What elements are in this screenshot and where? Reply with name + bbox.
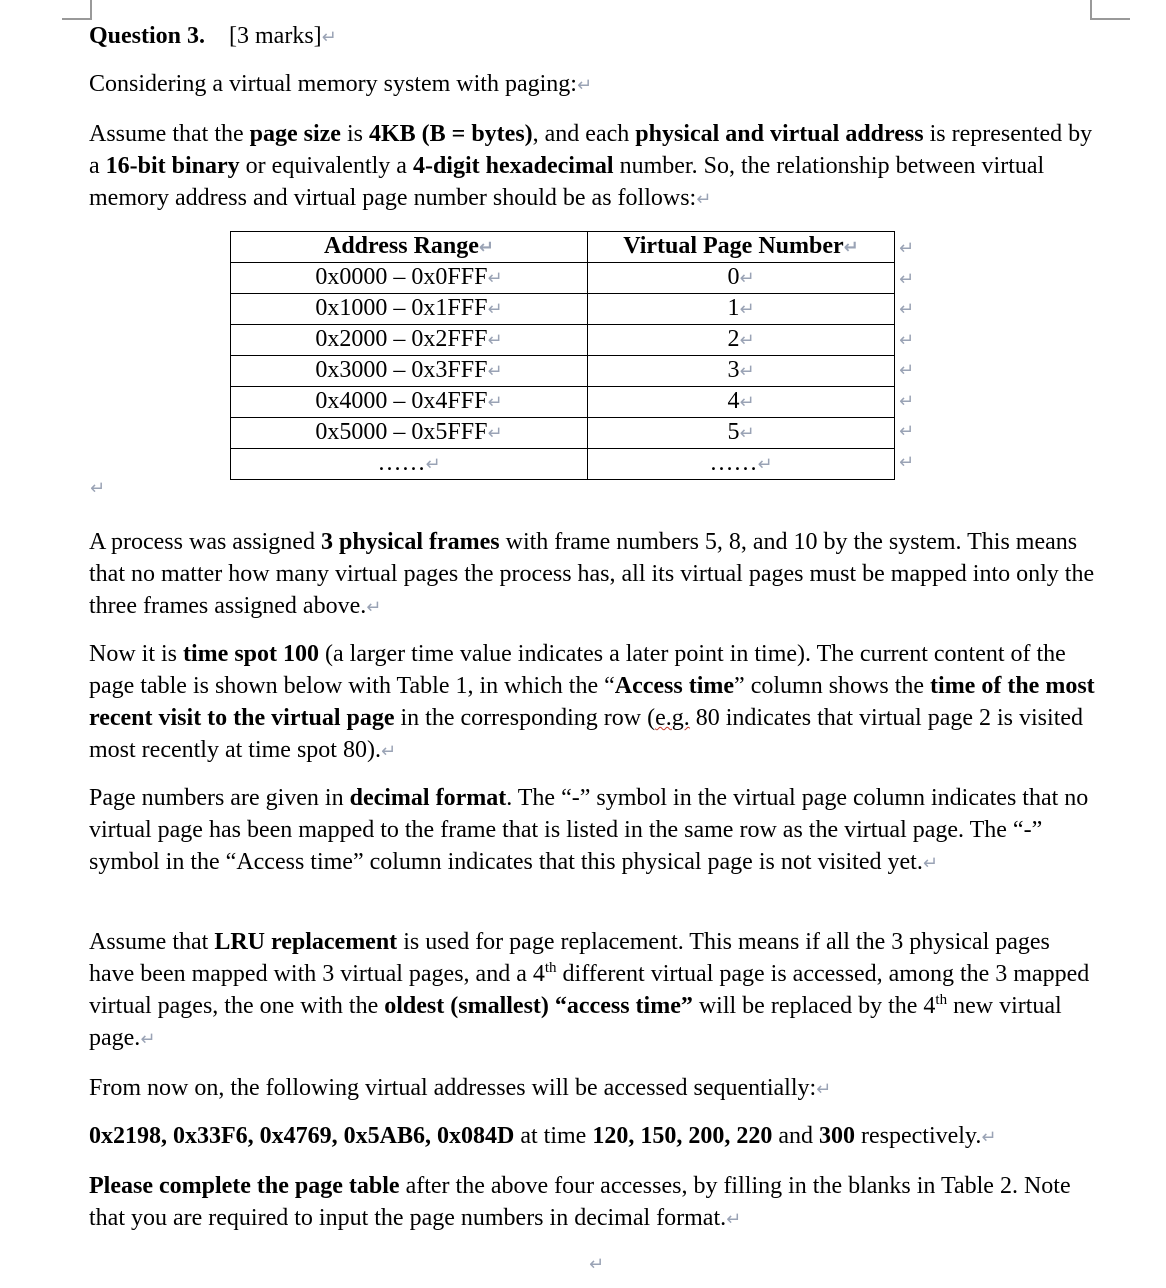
paragraph-mark: ↵: [589, 1254, 605, 1275]
decimal-format-paragraph: Page numbers are given in decimal format. The “-” symbol in the virtual page column indicates that no virtual page has been mapped to the frame that is listed in the same row as the virtual page. The “-” symbol in the “Access time” column indicates that this physical page is not visited yet.↵: [89, 785, 1089, 875]
sequence-intro-paragraph: From now on, the following virtual addresses will be accessed sequentially:↵: [89, 1075, 832, 1101]
row-end-marks: ↵ ↵ ↵ ↵ ↵ ↵ ↵ ↵: [899, 238, 915, 473]
address-cell: 0x1000 – 0x1FFF↵: [231, 294, 588, 325]
time-spot-paragraph: Now it is time spot 100 (a larger time value indicates a later point in time). The current content of the page table is shown below with Table 1, in which the “Access time” column shows the time of the most recent visit to the virtual page in the corresponding row (e.g. 80 indicates that virtual page 2 is visited most recently at time spot 80).↵: [89, 641, 1095, 763]
page-number-cell: 4↵: [588, 387, 895, 418]
paragraph-mark: ↵: [321, 27, 337, 48]
page-number-cell: 3↵: [588, 356, 895, 387]
address-cell: 0x2000 – 0x2FFF↵: [231, 325, 588, 356]
question-title: Question 3.: [89, 23, 206, 49]
table-row: [231, 418, 895, 449]
frames-paragraph: A process was assigned 3 physical frames with frame numbers 5, 8, and 10 by the system. This means that no matter how many virtual pages the process has, all its virtual pages must be mapped into only the three frames assigned above.↵: [89, 529, 1095, 619]
address-sequence-paragraph: 0x2198, 0x33F6, 0x4769, 0x5AB6, 0x084D at time 120, 150, 200, 220 and 300 respectively.↵: [89, 1123, 997, 1149]
page-number-cell: 5↵: [588, 418, 895, 449]
table-row: [231, 294, 895, 325]
address-cell: 0x3000 – 0x3FFF↵: [231, 356, 588, 387]
paragraph-mark: ↵: [922, 853, 938, 874]
lru-paragraph: Assume that LRU replacement is used for page replacement. This means if all the 3 physical pages have been mapped with 3 virtual pages, and a 4th different virtual page is accessed, among the 3 mapped virtual pages, the one with the oldest (smallest) “access time” will be replaced by the 4th new virtual page.↵: [89, 929, 1090, 1051]
intro-paragraph: Considering a virtual memory system with paging:↵: [89, 71, 593, 97]
paragraph-mark: ↵: [366, 597, 382, 618]
table-row: [231, 356, 895, 387]
paragraph-mark: ↵: [981, 1127, 997, 1148]
table-row: [231, 449, 895, 480]
page-number-cell: 1↵: [588, 294, 895, 325]
question-heading: [89, 20, 1099, 54]
address-cell: 0x4000 – 0x4FFF↵: [231, 387, 588, 418]
page-size-paragraph: Assume that the page size is 4KB (B = bytes), and each physical and virtual address is represented by a 16-bit binary or equivalently a 4-digit hexadecimal number. So, the relationship between virtual memory address and virtual page number should be as follows:↵: [89, 121, 1093, 211]
instruction-paragraph: Please complete the page table after the above four accesses, by filling in the blanks in Table 2. Note that you are required to input the page numbers in decimal format.↵: [89, 1173, 1071, 1231]
paragraph-mark: ↵: [816, 1079, 832, 1100]
table-row: [231, 387, 895, 418]
paragraph-mark: ↵: [380, 741, 397, 762]
page-number-cell: 2↵: [588, 325, 895, 356]
header-address-range: Address Range↵: [231, 232, 588, 263]
address-cell: ……↵: [231, 449, 588, 480]
crop-mark-top-right: [1090, 0, 1130, 20]
paragraph-mark: ↵: [90, 478, 106, 499]
address-range-table: [230, 231, 895, 480]
table-row: [231, 263, 895, 294]
address-cell: 0x5000 – 0x5FFF↵: [231, 418, 588, 449]
paragraph-mark: ↵: [140, 1029, 156, 1050]
page-number-cell: 0↵: [588, 263, 895, 294]
table-header-row: [231, 232, 895, 263]
address-cell: 0x0000 – 0x0FFF↵: [231, 263, 588, 294]
crop-mark-top-left: [62, 0, 92, 20]
paragraph-mark: ↵: [576, 75, 593, 96]
page-number-cell: ……↵: [588, 449, 895, 480]
paragraph-mark: ↵: [696, 189, 712, 210]
paragraph-mark: ↵: [726, 1209, 742, 1230]
table-row: [231, 325, 895, 356]
header-virtual-page-number: Virtual Page Number↵: [588, 232, 895, 263]
question-marks: [3 marks]: [229, 23, 322, 49]
